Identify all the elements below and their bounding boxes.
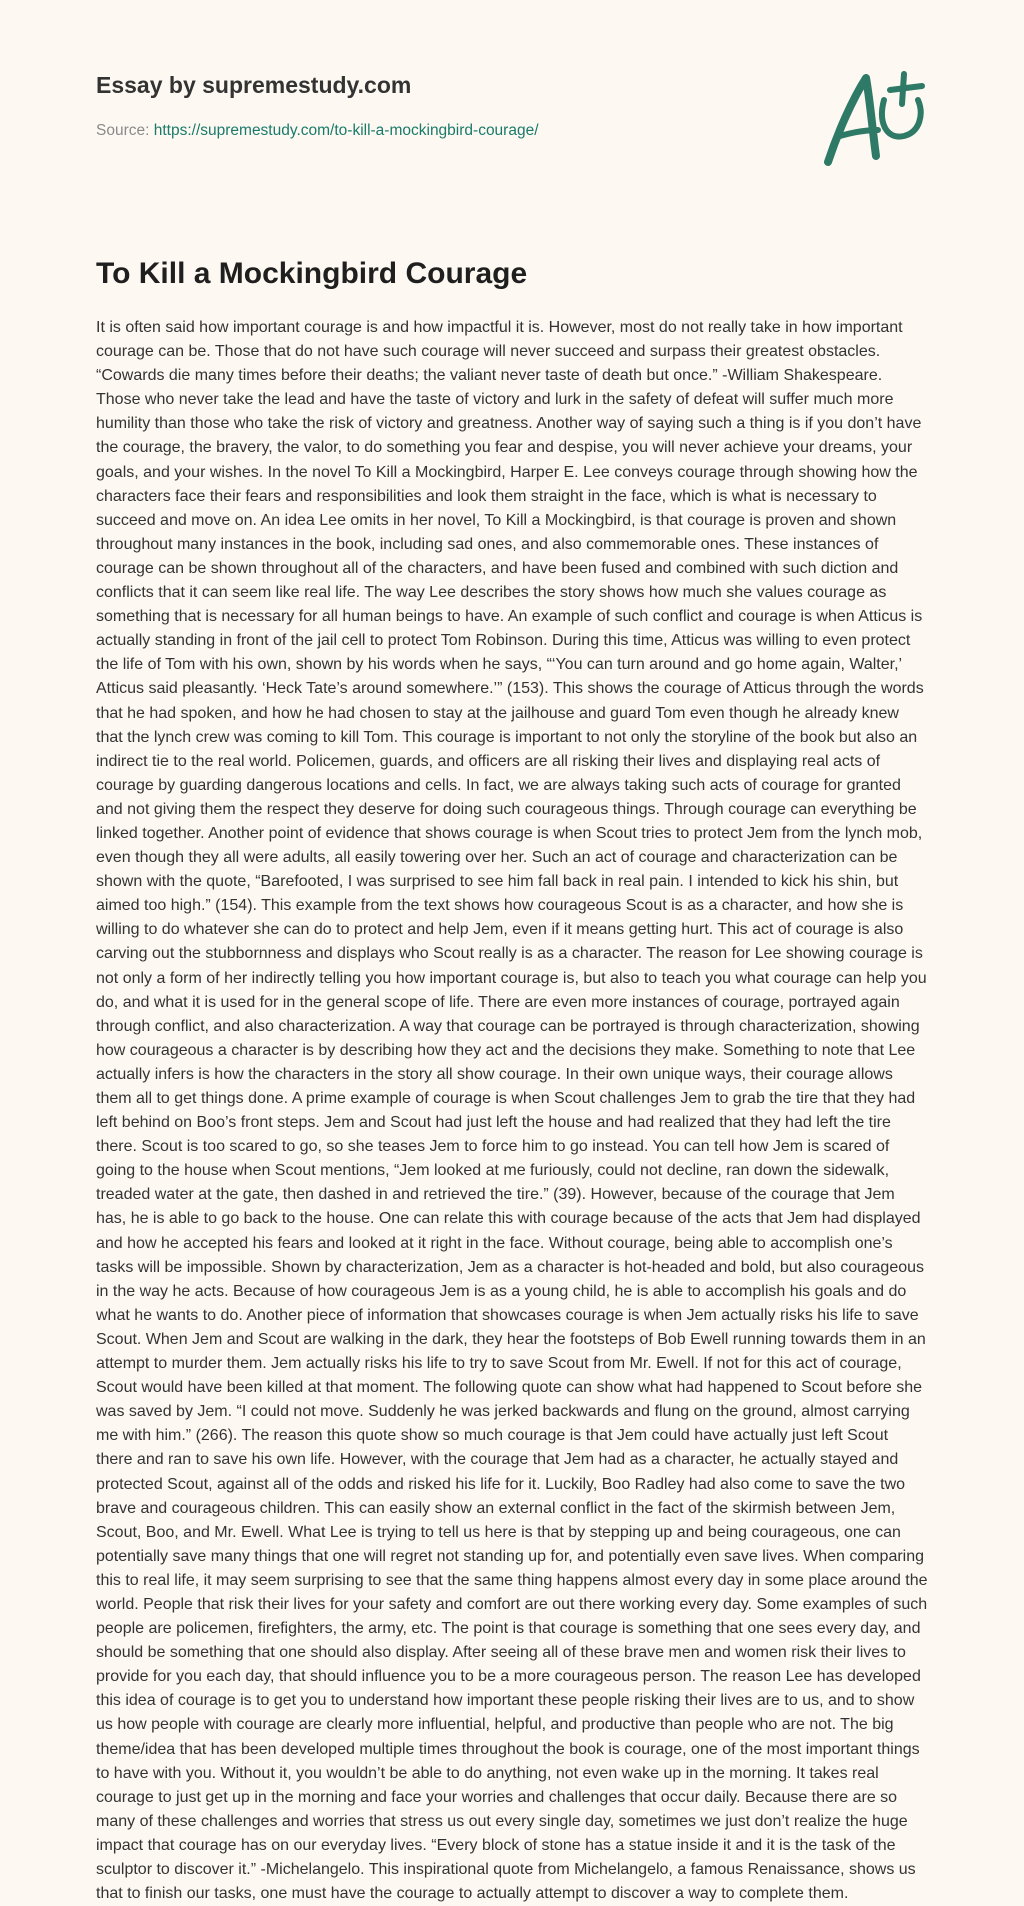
essay-title: To Kill a Mockingbird Courage <box>96 257 528 290</box>
source-link[interactable]: https://supremestudy.com/to-kill-a-mockingbird-courage/ <box>153 122 539 139</box>
site-title: Essay by supremestudy.com <box>96 72 412 98</box>
source-line <box>96 122 539 140</box>
essay <box>96 256 928 1906</box>
site-header <box>96 0 928 190</box>
source-label: Source: <box>96 122 150 139</box>
essay-body: It is often said how important courage is and how impactful it is. However, most do not really take in how important courage can be. Those that do not have such courage will never succeed and surpass their greatest obstacles. “Cowards die many times before their deaths; the valiant never taste of death but once.” -William Shakespeare. Those who never take the lead and have the taste of victory and lurk in the safety of defeat will suffer much more humility than those who take the risk of victory and greatness. Another way of saying such a thing is if you don’t have the courage, the bravery, the valor, to do something you fear and despise, you will never achieve your dreams, your goals, and your wishes. In the novel To Kill a Mockingbird, Harper E. Lee conveys courage through showing how the characters face their fears and responsibilities and look them straight in the face, which is what is necessary to succeed and move on. An idea Lee omits in her novel, To Kill a Mockingbird, is that courage is proven and shown throughout many instances in the book, including sad ones, and also commemorable ones. These instances of courage can be shown throughout all of the characters, and have been fused and combined with such diction and conflicts that it can seem like real life. The way Lee describes the story shows how much she values courage as something that is necessary for all human beings to have. An example of such conflict and courage is when Atticus is actually standing in front of the jail cell to protect Tom Robinson. During this time, Atticus was willing to even protect the life of Tom with his own, shown by his words when he says, “‘You can turn around and go home again, Walter,’ Atticus said pleasantly. ‘Heck Tate’s around somewhere.’” (153). This shows the courage of Atticus through the words that he had spoken, and how he had chosen to stay at the jailhouse and guard Tom even though he already knew that the lynch crew was coming to kill Tom. This courage is important to not only the storyline of the book but also an indirect tie to the real world. Policemen, guards, and officers are all risking their lives and displaying real acts of courage by guarding dangerous locations and cells. In fact, we are always taking such acts of courage for granted and not giving them the respect they deserve for doing such courageous things. Through courage can everything be linked together. Another point of evidence that shows courage is when Scout tries to protect Jem from the lynch mob, even though they all were adults, all easily towering over her. Such an act of courage and characterization can be shown with the quote, “Barefooted, I was surprised to see him fall back in real pain. I intended to kick his shin, but aimed too high.” (154). This example from the text shows how courageous Scout is as a character, and how she is willing to do whatever she can do to protect and help Jem, even if it means getting hurt. This act of courage is also carving out the stubbornness and displays who Scout really is as a character. The reason for Lee showing courage is not only a form of her indirectly telling you how important courage is, but also to teach you what courage can help you do, and what it is used for in the general scope of life. There are even more instances of courage, portrayed again through conflict, and also characterization. A way that courage can be portrayed is through characterization, showing how courageous a character is by describing how they act and the decisions they make. Something to note that Lee actually infers is how the characters in the story all show courage. In their own unique ways, their courage allows them all to get things done. A prime example of courage is when Scout challenges Jem to grab the tire that they had left behind on Boo’s front steps. Jem and Scout had just left the house and had realized that they had left the tire there. Scout is too scared to go, so she teases Jem to force him to go instead. You can tell how Jem is scared of going to the house when Scout mentions, “Jem looked at me furiously, could not decline, ran down the sidewalk, treaded water at the gate, then dashed in and retrieved the tire.” (39). However, because of the courage that Jem has, he is able to go back to the house. One can relate this with courage because of the acts that Jem had displayed and how he accepted his fears and looked at it right in the face. Without courage, being able to accomplish one’s tasks will be impossible. Shown by characterization, Jem as a character is hot-headed and bold, but also courageous in the way he acts. Because of how courageous Jem is as a young child, he is able to accomplish his goals and do what he wants to do. Another piece of information that showcases courage is when Jem actually risks his life to save Scout. When Jem and Scout are walking in the dark, they hear the footsteps of Bob Ewell running towards them in an attempt to murder them. Jem actually risks his life to try to save Scout from Mr. Ewell. If not for this act of courage, Scout would have been killed at that moment. The following quote can show what had happened to Scout before she was saved by Jem. “I could not move. Suddenly he was jerked backwards and flung on the ground, almost carrying me with him.” (266). The reason this quote show so much courage is that Jem could have actually just left Scout there and ran to save his own life. However, with the courage that Jem had as a character, he actually stayed and protected Scout, against all of the odds and risked his life for it. Luckily, Boo Radley had also come to save the two brave and courageous children. This can easily show an external conflict in the fact of the skirmish between Jem, Scout, Boo, and Mr. Ewell. What Lee is trying to tell us here is that by stepping up and being courageous, one can potentially save many things that one will regret not standing up for, and potentially even save lives. When comparing this to real life, it may seem surprising to see that the same thing happens almost every day in some place around the world. People that risk their lives for your safety and comfort are out there working every day. Some examples of such people are policemen, firefighters, the army, etc. The point is that courage is something that one sees every day, and should be something that one should also display. After seeing all of these brave men and women risk their lives to provide for you each day, that should influence you to be a more courageous person. The reason Lee has developed this idea of courage is to get you to understand how important these people risking their lives are to us, and to show us how people with courage are clearly more influential, helpful, and productive than people who are not. The big theme/idea that has been developed multiple times throughout the book is courage, one of the most important things to have with you. Without it, you wouldn’t be able to do anything, not even wake up in the morning. It takes real courage to just get up in the morning and face your worries and challenges that occur daily. Because there are so many of these challenges and worries that stress us out every single day, sometimes we just don’t realize the huge impact that courage has on our everyday lives. “Every block of stone has a statue inside it and it is the task of the sculptor to discover it.” -Michelangelo. This inspirational quote from Michelangelo, a famous Renaissance, shows us that to finish our tasks, one must have the courage to actually attempt to discover a way to complete them. <box>96 319 928 1903</box>
a-plus-logo-icon <box>820 70 928 170</box>
